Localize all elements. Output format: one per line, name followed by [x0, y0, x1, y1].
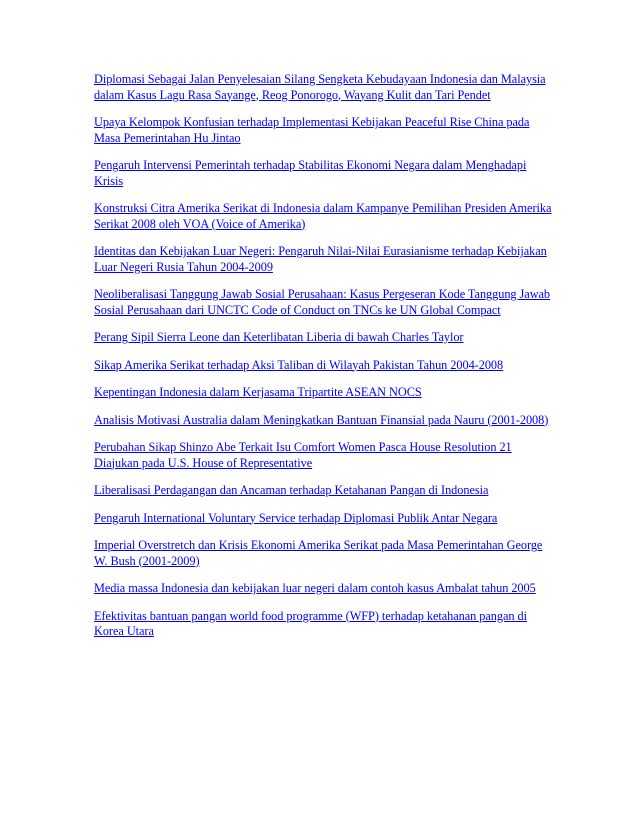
document-page [94, 72, 554, 652]
link-imperial-overstretch[interactable]: Imperial Overstretch dan Krisis Ekonomi Amerika Serikat pada Masa Pemerintahan George W. Bush (2001-2009) [94, 538, 543, 568]
link-citra-amerika-serikat[interactable]: Konstruksi Citra Amerika Serikat di Indonesia dalam Kampanye Pemilihan Presiden Amerika Serikat 2008 oleh VOA (Voice of Amerika) [94, 201, 552, 231]
link-kelompok-konfusian[interactable]: Upaya Kelompok Konfusian terhadap Implementasi Kebijakan Peaceful Rise China pada Masa Pemerintahan Hu Jintao [94, 115, 530, 145]
link-media-massa-ambalat[interactable]: Media massa Indonesia dan kebijakan luar negeri dalam contoh kasus Ambalat tahun 2005 [94, 581, 536, 595]
link-international-voluntary-service[interactable]: Pengaruh International Voluntary Service terhadap Diplomasi Publik Antar Negara [94, 510, 498, 525]
link-shinzo-abe-comfort-women[interactable]: Perubahan Sikap Shinzo Abe Terkait Isu Comfort Women Pasca House Resolution 21 Diajukan pada U.S. House of Representative [94, 440, 512, 470]
link-efektivitas-wfp[interactable]: Efektivitas bantuan pangan world food programme (WFP) terhadap ketahanan pangan di Korea Utara [94, 608, 527, 638]
link-diplomasi-kebudayaan[interactable]: Diplomasi Sebagai Jalan Penyelesaian Silang Sengketa Kebudayaan Indonesia dan Malaysia dalam Kasus Lagu Rasa Sayange, Reog Ponorogo, Wayang Kulit dan Tari Pendet [94, 72, 546, 102]
link-perang-sipil-sierra-leone[interactable]: Perang Sipil Sierra Leone dan Keterlibatan Liberia di bawah Charles Taylor [94, 330, 464, 344]
link-liberalisasi-perdagangan[interactable]: Liberalisasi Perdagangan dan Ancaman terhadap Ketahanan Pangan di Indonesia [94, 483, 489, 497]
link-identitas-eurasianisme[interactable]: Identitas dan Kebijakan Luar Negeri: Pengaruh Nilai-Nilai Eurasianisme terhadap Kebijakan Luar Negeri Rusia Tahun 2004-2009 [94, 244, 547, 274]
link-intervensi-pemerintah[interactable]: Pengaruh Intervensi Pemerintah terhadap Stabilitas Ekonomi Negara dalam Menghadapi Krisis [94, 158, 527, 188]
link-asean-nocs[interactable]: Kepentingan Indonesia dalam Kerjasama Tripartite ASEAN NOCS [94, 385, 422, 399]
link-neoliberalisasi-tjsp[interactable]: Neoliberalisasi Tanggung Jawab Sosial Perusahaan: Kasus Pergeseran Kode Tanggung Jawab Sosial Perusahaan dari UNCTC Code of Conduct on TNCs ke UN Global Compact [94, 287, 551, 317]
link-australia-nauru[interactable]: Analisis Motivasi Australia dalam Meningkatkan Bantuan Finansial pada Nauru (2001-2008) [94, 412, 549, 427]
link-sikap-amerika-taliban[interactable]: Sikap Amerika Serikat terhadap Aksi Taliban di Wilayah Pakistan Tahun 2004-2008 [94, 357, 504, 372]
